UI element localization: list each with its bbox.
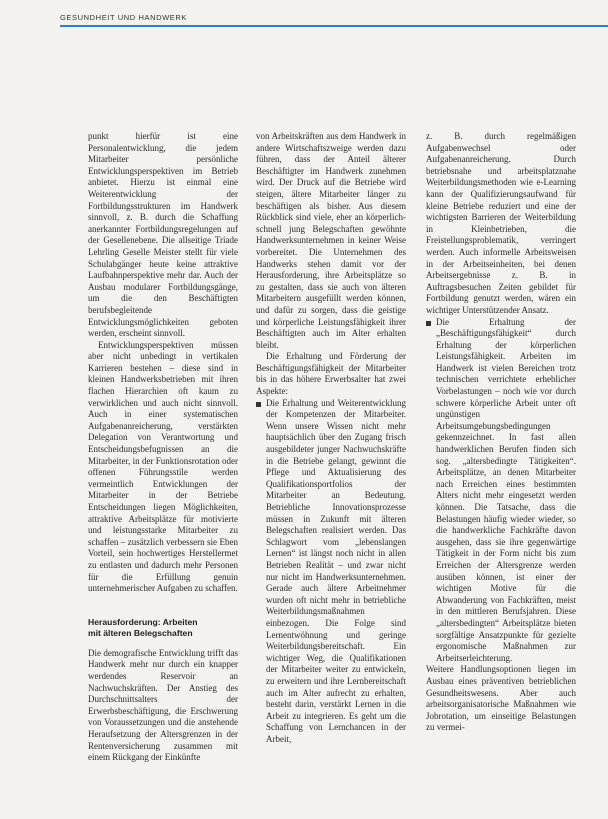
column-2 <box>256 131 406 745</box>
column-3 <box>426 131 576 734</box>
running-head: GESUNDHEIT UND HANDWERK <box>60 13 188 22</box>
bullet-item: Die Erhaltung und Weiterentwicklung der Kompetenzen der Mitarbeiter. Wenn unsere Wissen nicht mehr hauptsächlich über den Zugang frisch ausgebildeter junger Nachwuchskräfte in die Betriebe gelangt, gewinnt die Pflege und Aktualisierung des Qualifikationsportfolios der Mitarbeiter an Bedeutung. Betriebliche Innovationsprozesse müssen in Zukunft mit älteren Belegschaften realisiert werden. Das Schlagwort vom „lebenslangen Lernen“ ist längst noch nicht in allen Betrieben Realität – und zwar nicht nur nicht im Handwerksunternehmen. Gerade auch ältere Arbeitnehmer wurden oft nicht mehr in betriebliche Weiterbildungsmaßnahmen einbezogen. Die Folge sind Lernentwöhnung und geringe Weiterbildungsbereitschaft. Ein wichtiger Weg, die Qualifikationen der Mitarbeiter weiter zu entwickeln, zu erweitern und ihre Lernbereitschaft auch im Alter aufrecht zu erhalten, besteht darin, verstärkt Lernen in die Arbeit zu integrieren. Es geht um die Schaffung von Lernchancen in der Arbeit, <box>256 398 406 746</box>
paragraph: Weitere Handlungsoptionen liegen im Ausbau eines präventiven betrieblichen Gesundheitswesens. Aber auch arbeitsorganisatorische Maßnahmen wie Jobrotation, um einseitige Belastungen zu vermei- <box>426 664 576 733</box>
paragraph: Die demografische Entwicklung trifft das Handwerk mehr nur durch ein knapper werdendes Reservoir an Nachwuchskräften. Der Anstieg des Durchschnittsalters der Erwerbsbeschäftigung, die Erschwerung von Voraussetzungen und die anstehende Heraufsetzung der Altersgrenzen in der Rentenversicherung zusammen mit einem Rückgang der Einkünfte <box>88 647 238 763</box>
bullet-item: Die Erhaltung der „Beschäftigungsfähigkeit“ durch Erhaltung der körperlichen Leistungsfähigkeit. Arbeiten im Handwerk ist vielen Bereichen trotz technischen verrichtete erheblicher Vorbelastungen – noch wie vor durch schwere körperliche Arbeit unter oft ungünstigen Arbeitsumgebungsbedingungen gekennzeichnet. In fast allen handwerklichen Berufen finden sich sog. „altersbedingte Tätigkeiten“. Arbeitsplätze, an denen Mitarbeiter nach Erreichen eines bestimmten Alters nicht mehr eingesetzt werden können. Die Tatsache, dass die Belastungen häufig wieder wieder, so die handwerkliche Fachkräfte davon ausgehen, dass sie ihre gegenwärtige Tätigkeit in der Form nicht bis zum Erreichen der Altersgrenze werden ausüben können, ist einer der wichtigen Motive für die Abwanderung von Fachkräften, meist in den mittleren Berufsjahren. Diese „altersbedingten“ Arbeitsplätze bieten sorgfältige Ansatzpunkte für gezielte ergonomische Maßnahmen zur Arbeitserleichterung. <box>426 317 576 665</box>
section-heading-line: mit älteren Belegschaften <box>88 627 193 638</box>
paragraph: von Arbeitskräften aus dem Handwerk in andere Wirtschaftszweige werden dazu führen, dass der Anteil älterer Beschäftigter im Handwerk zunehmen wird. Der Druck auf die Betriebe wird steigen, ältere Mitarbeiter länger zu beschäftigen als bisher. Aus diesem Rückblick sind viele, eher an körperlich-schnell jung Belegschaften gewöhnte Handwerksunternehmen in keiner Weise vorbereitet. Die Unternehmen des Handwerks stehen damit vor der Herausforderung, ihre Arbeitsplätze so zu gestalten, dass sie auch von älteren Mitarbeitern ausgefüllt werden können, und dafür zu sorgen, dass die geistige und körperliche Leistungsfähigkeit ihrer Beschäftigten auch im Alter erhalten bleibt. <box>256 131 406 350</box>
section-heading <box>88 617 238 639</box>
bullet-list <box>256 398 406 746</box>
header-rule <box>60 25 608 27</box>
bullet-list <box>426 317 576 665</box>
paragraph: Die Erhaltung und Förderung der Beschäftigungsfähigkeit der Mitarbeiter bis in das höhere Erwerbsalter hat zwei Aspekte: <box>256 351 406 397</box>
paragraph: z. B. durch regelmäßigen Aufgabenwechsel oder Aufgabenanreicherung. Durch betriebsnahe und arbeitsplatznahe Weiterbildungsmethoden wie e-Learning kann der Qualifizierungsaufwand für kleine Betriebe reduziert und eine der wichtigsten Barrieren der Weiterbildung in Kleinbetrieben, die Freistellungsproblematik, verringert werden. Auch informelle Arbeitsweisen in der Arbeitseinheiten, bei denen Arbeitsergebnisse z. B. in Auftragsbesuchen Zeiten gebildet für Fortbildung genutzt werden, wären ein wichtiger Unterstützender Ansatz. <box>426 131 576 315</box>
paragraph: punkt hierfür ist eine Personalentwicklung, die jedem Mitarbeiter persönliche Entwicklungsperspektiven im Betrieb anbietet. Hierzu ist einmal eine Weiterentwicklung der Fortbildungsstrukturen im Handwerk sinnvoll, z. B. durch die Schaffung anerkannter Fortbildungsregelungen auf der Gesellenebene. Die allseitige Triade Lehrling Geselle Meister stellt für viele Schulabgänger heute keine attraktive Laufbahnperspektive mehr dar. Auch der Ausbau modularer Fortbildungsgänge, um die den Beschäftigten berufsbegleitende Entwicklungsmöglichkeiten geboten werden, erscheint sinnvoll. <box>88 131 238 339</box>
section-heading-line: Herausforderung: Arbeiten <box>88 616 198 627</box>
column-1 <box>88 131 238 764</box>
paragraph: Entwicklungsperspektiven müssen aber nicht unbedingt in vertikalen Karrieren bestehen – diese sind in kleinen Handwerksbetrieben mit ihren flachen Hierarchien oft kaum zu verwirklichen und auch nicht sinnvoll. Auch in einer systematischen Aufgabenanreicherung, verstärkten Delegation von Verantwortung und Entscheidungsbefugnissen an die Mitarbeiter, in der Funktionsrotation oder offenen Führungsstile werden vermeintlich Entwicklungen der Mitarbeiter in der Betriebe Entscheidungen liegen Möglichkeiten, attraktive Arbeitsplätze für motivierte und leistungsstarke Mitarbeiter zu schaffen – zusätzlich verbessern sie Eben Vorteil, sein hochwertiges Herstellermet zu entlasten und dadurch mehr Personen für die Erfüllung genuin unternehmerischer Aufgaben zu schaffen. <box>88 339 238 594</box>
